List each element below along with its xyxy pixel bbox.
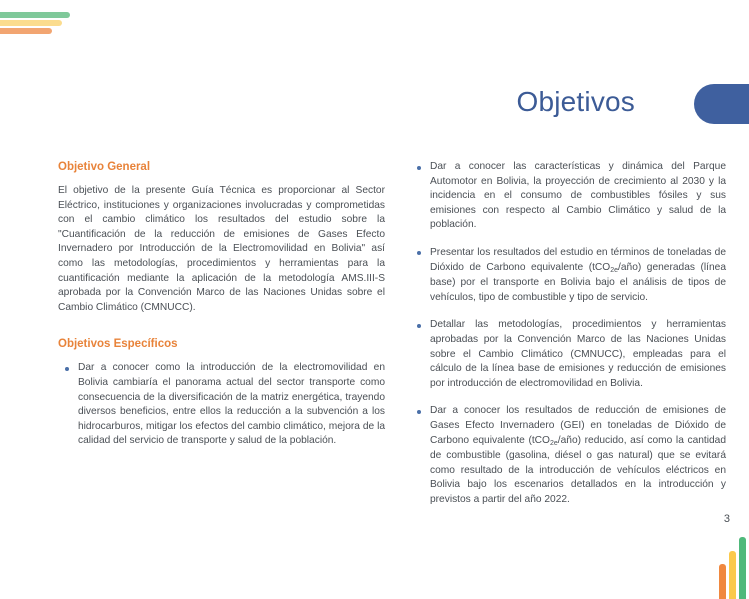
list-item-text-pre: Presentar los resultados del estudio en términos de toneladas de Dióxido de Carbono equivalente (tCO [430, 246, 726, 273]
list-item [413, 318, 726, 391]
subscript-e: e [553, 439, 558, 447]
decoration-green-bar [0, 12, 70, 18]
subscript-2: 2 [610, 266, 615, 274]
decoration-orange-bar [719, 564, 726, 599]
list-item [413, 160, 726, 233]
objetivos-especificos-heading: Objetivos Específicos [58, 338, 178, 351]
list-item-text: Detallar las metodologías, procedimientos y herramientas aprobadas por la Convención Marco de las Naciones Unidas sobre el Cambio Climático (CMNUCC), empleadas para el cálculo de la línea base de emisiones y reducción de emisiones por introducción de electromovilidad en Bolivia. [430, 319, 726, 389]
subscript-2: 2 [549, 439, 554, 447]
objetivos-especificos-list-continued [413, 160, 726, 507]
list-item-text: Dar a conocer como la introducción de la electromovilidad en Bolivia cambiaría el panorama actual del sector transporte como consecuencia de la diversificación de la matriz energética, trayendo diversos beneficios, entre ellos la reducción a la subvención a los hidrocarburos, mitigar los efectos del cambio climático, mejora de la calidad del servicio de transporte y salud de la población. [78, 362, 385, 447]
decoration-orange-bar [0, 28, 52, 34]
decoration-green-bar [739, 537, 746, 599]
right-column [413, 160, 726, 507]
list-item [413, 246, 726, 305]
bullet-dot-icon [65, 367, 69, 371]
page-number: 3 [723, 513, 730, 525]
objetivos-especificos-list [58, 361, 385, 449]
top-left-decoration [0, 12, 80, 38]
decoration-yellow-bar [729, 551, 736, 599]
list-item-text: Dar a conocer las características y dinámica del Parque Automotor en Bolivia, la proyección de crecimiento al 2030 y la incidencia en el consumo de combustibles fósiles y sus emisiones con respecto al Cambio Climático y salud de la población. [430, 161, 726, 231]
list-item-text-post: /año) reducido, así como la cantidad de combustible (gasolina, diésel o gas natural) que se evitará como resultado de la introducción de vehículos eléctricos en Bolivia bajo los escenarios detallados en la introducción y previstos a partir del año 2022. [430, 434, 727, 505]
bullet-dot-icon [417, 410, 421, 414]
header-accent-pill [694, 84, 749, 124]
bullet-dot-icon [417, 166, 421, 170]
bullet-dot-icon [417, 324, 421, 328]
bottom-right-decoration [715, 535, 749, 599]
objetivo-general-text: El objetivo de la presente Guía Técnica es proporcionar al Sector Eléctrico, instituciones y organizaciones involucradas y comprometidas con el cambio climático los resultados del estudio sobre la "Cuantificación de la reducción de emisiones de Gases Efecto Invernadero por Introducción de la Electromovilidad en Bolivia" así como las metodologías, procedimientos y herramientas para la cuantificación mediante la aplicación de la metodología AMS.III-S aprobada por la Convención Marco de las Naciones Unidas sobre el Cambio Climático (CMNUCC). [58, 185, 385, 313]
list-item [413, 404, 726, 507]
bullet-dot-icon [417, 251, 421, 255]
objetivo-general-heading: Objetivo General [58, 161, 151, 173]
list-item-text-pre: Dar a conocer los resultados de reducción de emisiones de Gases Efecto Invernadero (GEI) en toneladas de Dióxido de Carbono equivalente (tCO [430, 405, 726, 446]
left-column [58, 160, 385, 507]
page-header [0, 82, 749, 128]
page-title: Objetivos [516, 86, 635, 117]
list-item-text-post: /año) generadas (línea base) por el transporte en Bolivia bajo el análisis de tipos de vehículos, tipo de combustible y tipo de servicio. [430, 261, 726, 303]
decoration-yellow-bar [0, 20, 62, 26]
subscript-e: e [614, 266, 619, 274]
list-item [58, 361, 385, 449]
page-content [58, 160, 727, 507]
